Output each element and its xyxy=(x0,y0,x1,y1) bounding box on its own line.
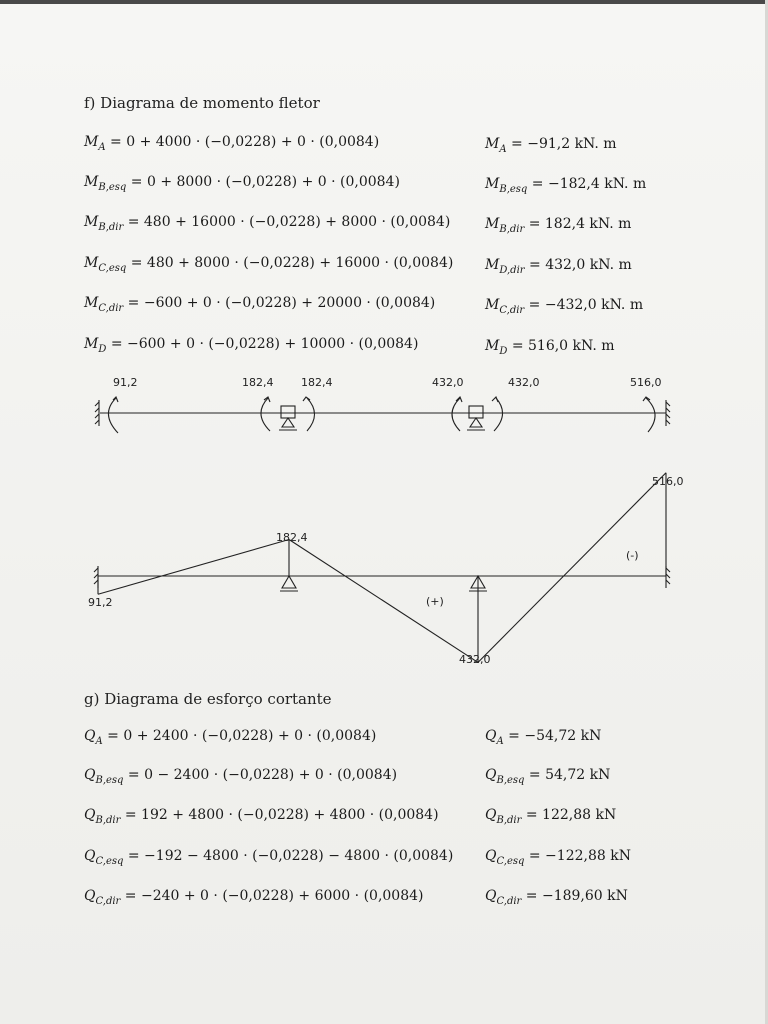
beam-label-c-right: 432,0 xyxy=(508,376,540,389)
result-q-b-dir: $Q_{B,dir} = 122,88$ kN xyxy=(485,807,617,826)
moment-segment-BC xyxy=(289,540,478,663)
section-f-title: f) Diagrama de momento fletor xyxy=(84,94,320,112)
beam-label-b-left: 182,4 xyxy=(242,376,274,389)
moment-arrow-c-left xyxy=(452,398,460,431)
beam-label-a: 91,2 xyxy=(113,376,138,389)
support-c-triangle xyxy=(470,418,482,427)
result-m-d-dir: $M_{D,dir} = 432,0$ kN. m xyxy=(485,257,632,276)
region-label-negative: (-) xyxy=(626,549,639,562)
chart-support-b xyxy=(282,576,296,588)
beam-free-body xyxy=(95,397,670,433)
beam-label-d: 516,0 xyxy=(630,376,662,389)
beam-label-c-left: 432,0 xyxy=(432,376,464,389)
support-b-block xyxy=(281,406,295,418)
equation-m-b-dir: $M_{B,dir} = 480 + 16000 \cdot (-0,0228) + 8000 \cdot (0,0084)$ xyxy=(84,214,451,233)
moment-arrow-d xyxy=(646,398,655,432)
equation-m-b-esq: $M_{B,esq} = 0 + 8000 \cdot (-0,0228) + 0 \cdot (0,0084)$ xyxy=(84,174,400,193)
result-m-b-dir: $M_{B,dir} = 182,4$ kN. m xyxy=(485,216,632,235)
chart-label-d: 516,0 xyxy=(652,475,684,488)
moment-arrow-b-right xyxy=(307,398,315,431)
chart-label-c: 432,0 xyxy=(459,653,491,666)
result-m-a: $M_A = -91,2$ kN. m xyxy=(485,136,617,155)
moment-segment-CD xyxy=(478,473,666,663)
equation-m-a: $M_A = 0 + 4000 \cdot (-0,0228) + 0 \cdot (0,0084)$ xyxy=(84,134,380,153)
chart-label-b: 182,4 xyxy=(276,531,308,544)
equation-q-c-dir: $Q_{C,dir} = -240 + 0 \cdot (-0,0228) + 6000 \cdot (0,0084)$ xyxy=(84,888,424,907)
result-q-a: $Q_A = -54,72$ kN xyxy=(485,728,602,747)
chart-label-a: 91,2 xyxy=(88,596,113,609)
section-g-title: g) Diagrama de esforço cortante xyxy=(84,690,332,708)
equation-q-c-esq: $Q_{C,esq} = -192 - 4800 \cdot (-0,0228) - 4800 \cdot (0,0084)$ xyxy=(84,848,454,867)
result-m-b-esq: $M_{B,esq} = -182,4$ kN. m xyxy=(485,176,647,195)
result-m-d: $M_D = 516,0$ kN. m xyxy=(485,338,615,357)
moment-segment-AB xyxy=(98,540,289,595)
equation-q-a: $Q_A = 0 + 2400 \cdot (-0,0228) + 0 \cdot (0,0084)$ xyxy=(84,728,377,747)
equation-m-d: $M_D = -600 + 0 \cdot (-0,0228) + 10000 \cdot (0,0084)$ xyxy=(84,336,419,355)
equation-q-b-esq: $Q_{B,esq} = 0 - 2400 \cdot (-0,0228) + 0 \cdot (0,0084)$ xyxy=(84,767,398,786)
beam-label-b-right: 182,4 xyxy=(301,376,333,389)
result-q-c-dir: $Q_{C,dir} = -189,60$ kN xyxy=(485,888,628,907)
moment-chart xyxy=(88,473,684,666)
moment-arrow-c-right xyxy=(494,398,503,431)
result-m-c-dir: $M_{C,dir} = -432,0$ kN. m xyxy=(485,297,644,316)
result-q-c-esq: $Q_{C,esq} = -122,88$ kN xyxy=(485,848,631,867)
moment-arrow-b-left xyxy=(261,398,270,431)
support-b-triangle xyxy=(282,418,294,427)
moment-arrow-a xyxy=(108,398,118,433)
equation-m-c-dir: $M_{C,dir} = -600 + 0 \cdot (-0,0228) + 20000 \cdot (0,0084)$ xyxy=(84,295,436,314)
equation-m-c-esq: $M_{C,esq} = 480 + 8000 \cdot (-0,0228) + 16000 \cdot (0,0084)$ xyxy=(84,255,454,274)
result-q-b-esq: $Q_{B,esq} = 54,72$ kN xyxy=(485,767,611,786)
equation-q-b-dir: $Q_{B,dir} = 192 + 4800 \cdot (-0,0228) + 4800 \cdot (0,0084)$ xyxy=(84,807,439,826)
support-c-block xyxy=(469,406,483,418)
region-label-positive: (+) xyxy=(426,595,444,608)
